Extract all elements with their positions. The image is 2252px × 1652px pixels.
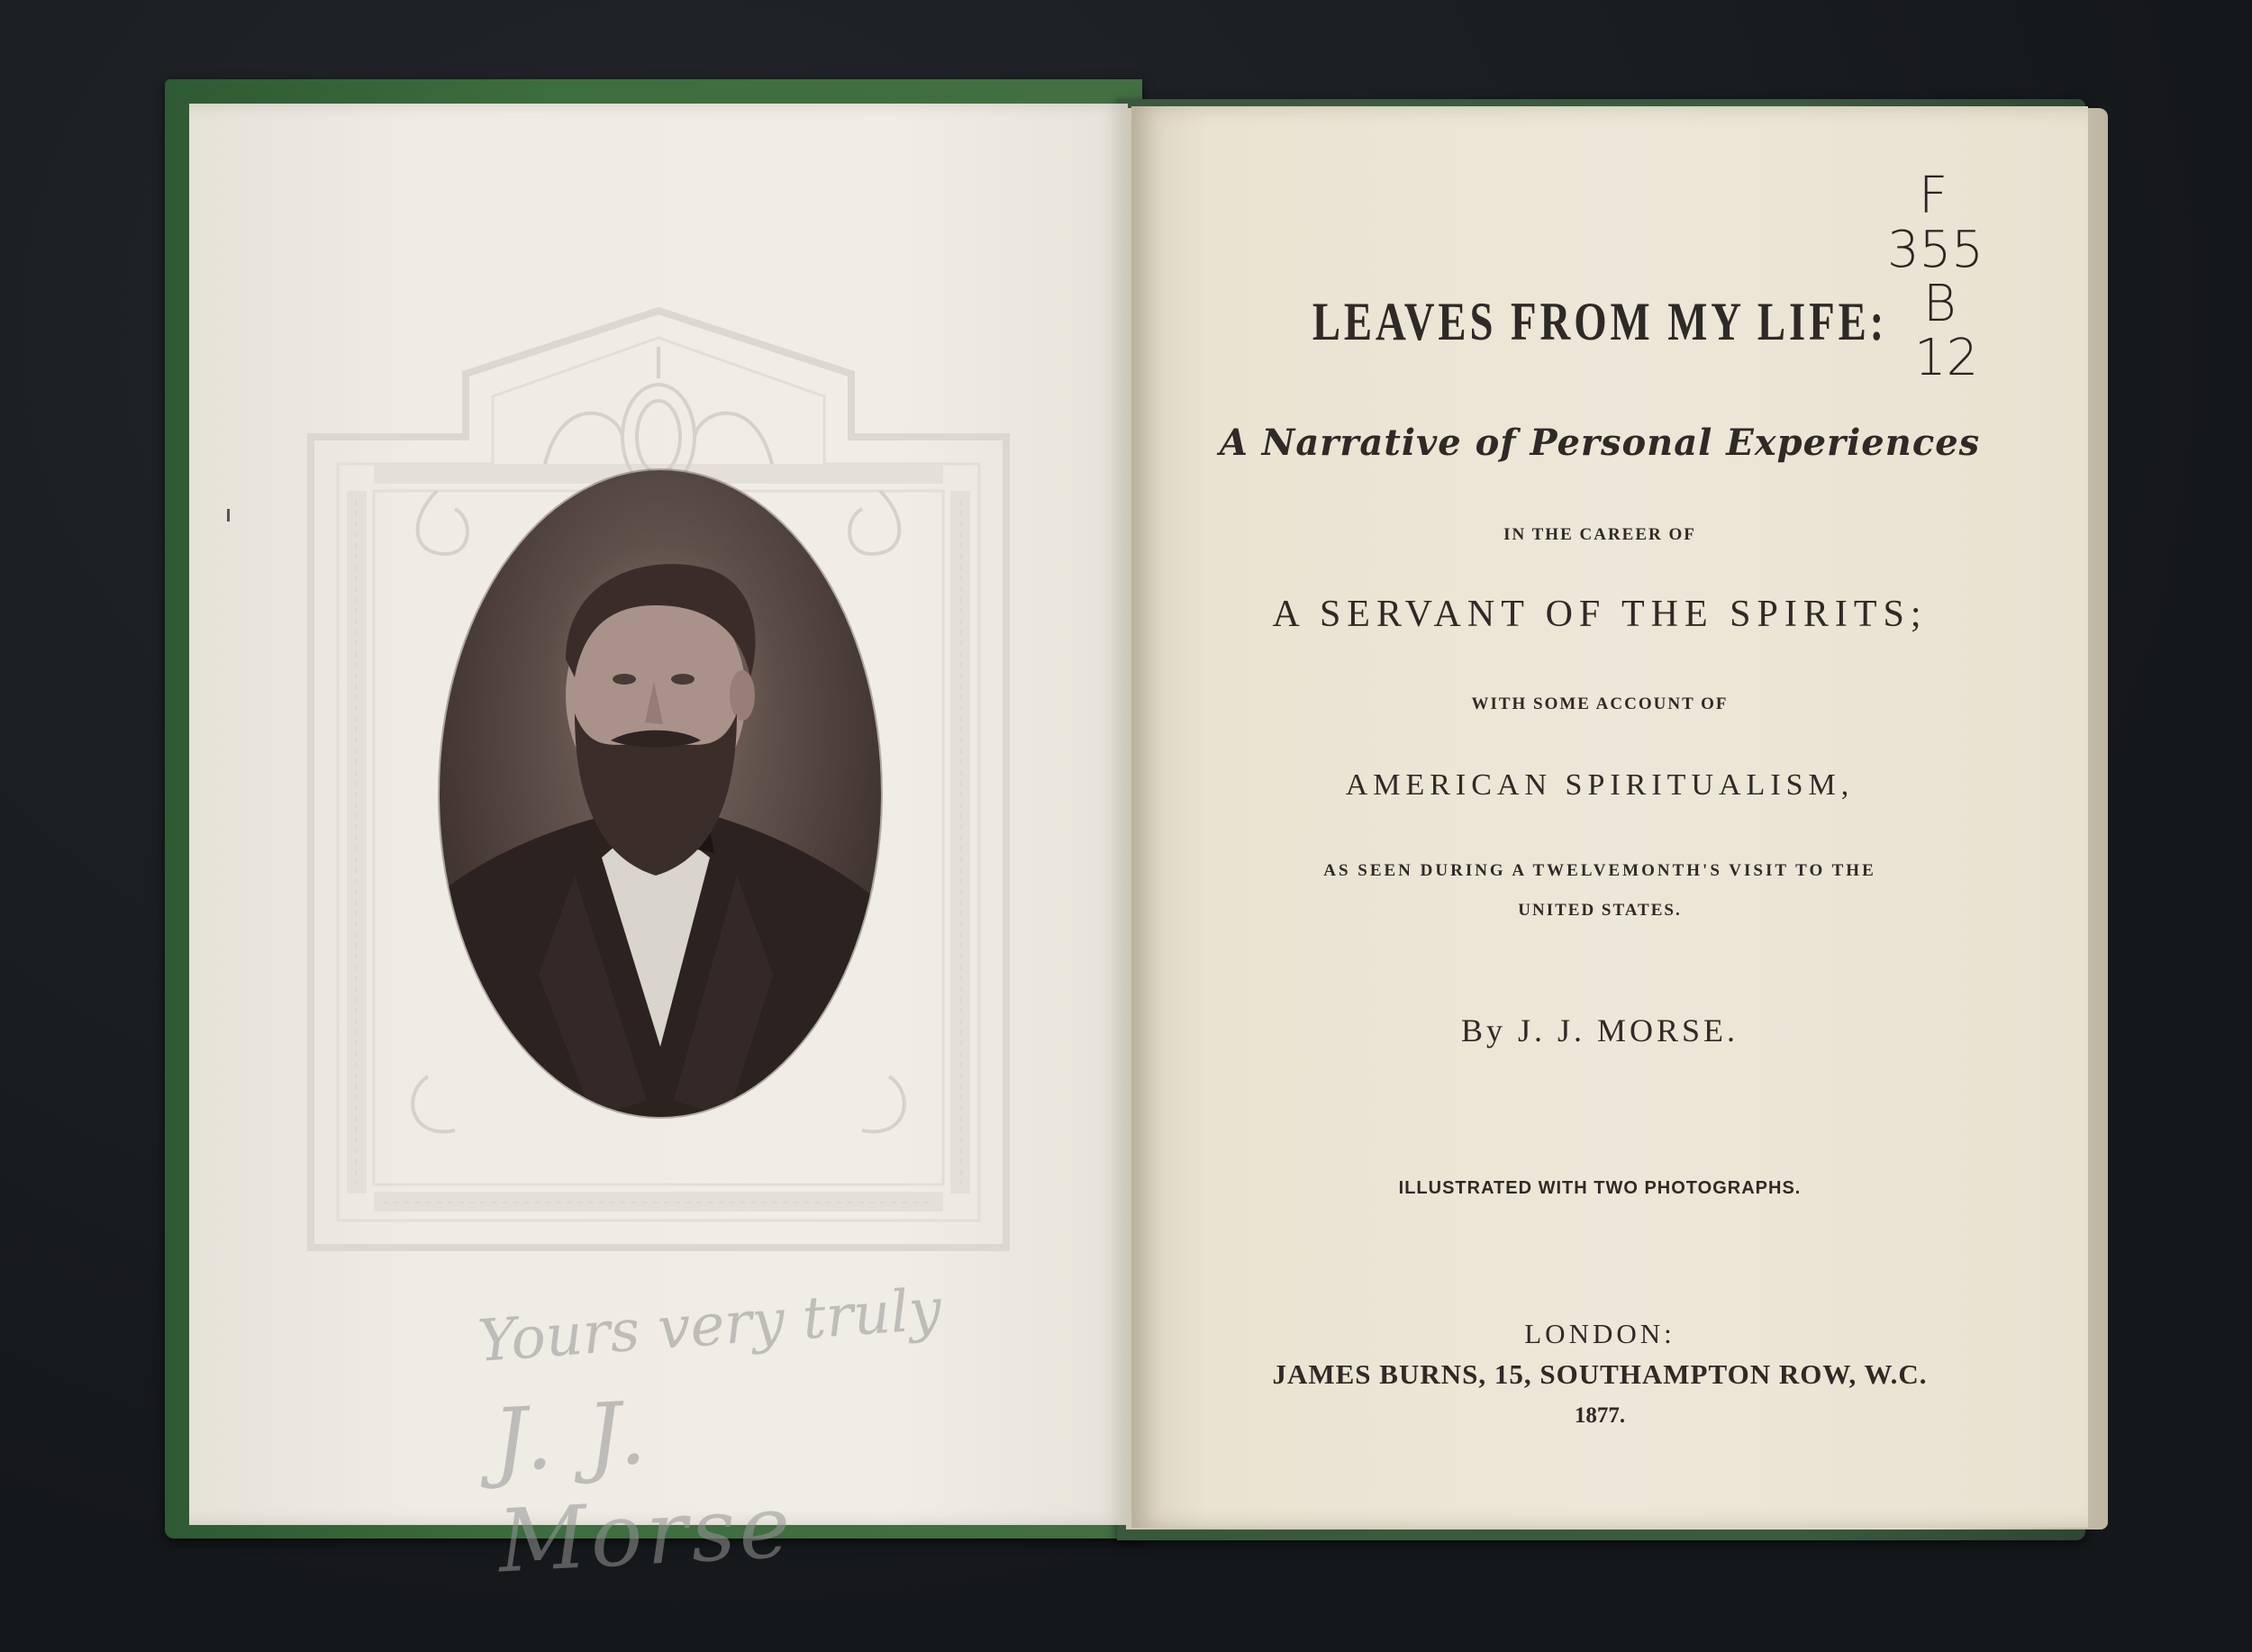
shelfmark-line-4: 12 xyxy=(1914,329,1979,387)
portrait-photograph xyxy=(440,470,881,1117)
account-line: WITH SOME ACCOUNT OF xyxy=(1471,694,1729,713)
signature-line-1: Yours very truly xyxy=(476,1276,944,1375)
united-line: UNITED STATES. xyxy=(1518,901,1682,920)
signature-line-2: J. J. Morse xyxy=(490,1382,796,1593)
book-subtitle: A Narrative of Personal Experiences xyxy=(1219,422,1981,464)
author-signature xyxy=(459,1276,964,1593)
book-title: LEAVES FROM MY LIFE: xyxy=(1312,292,1888,351)
career-line: IN THE CAREER OF xyxy=(1503,525,1696,544)
shelfmark-line-2: 355 xyxy=(1887,221,1984,279)
imprint-year: 1877. xyxy=(1574,1403,1626,1428)
illustrated-line: ILLUSTRATED WITH TWO PHOTOGRAPHS. xyxy=(1398,1178,1802,1198)
imprint-place: LONDON: xyxy=(1524,1318,1675,1349)
shelfmark-line-1: F xyxy=(1919,167,1948,225)
handwritten-shelfmark xyxy=(1869,167,2013,405)
frontispiece-page xyxy=(189,104,1128,1593)
american-line: AMERICAN SPIRITUALISM, xyxy=(1345,768,1855,802)
servant-line: A SERVANT OF THE SPIRITS; xyxy=(1272,594,1928,635)
seen-line: AS SEEN DURING A TWELVEMONTH'S VISIT TO THE xyxy=(1323,861,1876,880)
shelfmark-line-3: B xyxy=(1923,275,1957,333)
margin-mark xyxy=(227,509,230,522)
portrait-figure-icon xyxy=(440,470,881,1117)
author-line: By J. J. MORSE. xyxy=(1460,1012,1739,1048)
imprint-publisher: JAMES BURNS, 15, SOUTHAMPTON ROW, W.C. xyxy=(1272,1358,1928,1390)
